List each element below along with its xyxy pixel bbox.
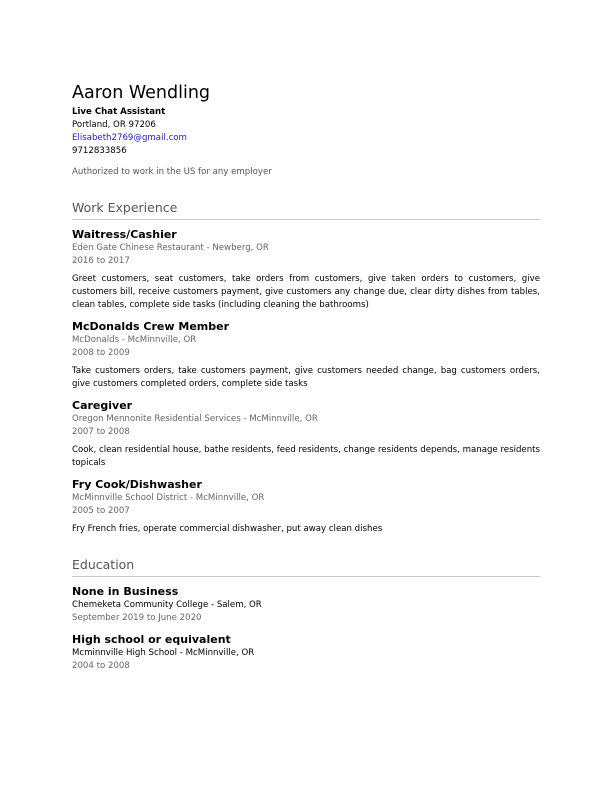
job-company: Oregon Mennonite Residential Services - McMinnville, OR: [72, 414, 318, 424]
job-dates: 2007 to 2008: [72, 427, 130, 437]
job-description: Fry French fries, operate commercial dishwasher, put away clean dishes: [72, 524, 383, 534]
job-title: Fry Cook/Dishwasher: [72, 478, 202, 491]
resume-content: [72, 82, 540, 673]
work-authorization: Authorized to work in the US for any employer: [72, 167, 272, 177]
job-dates: 2008 to 2009: [72, 348, 130, 358]
job-company: McMinnville School District - McMinnville, OR: [72, 493, 265, 503]
work-entry: [72, 320, 540, 391]
education-entry: [72, 585, 540, 625]
education-dates: September 2019 to June 2020: [72, 613, 202, 623]
job-title: Waitress/Cashier: [72, 228, 177, 241]
section-title: Work Experience: [72, 200, 540, 220]
phone: 9712833856: [72, 146, 127, 156]
section-title: Education: [72, 557, 540, 577]
work-entry: [72, 228, 540, 312]
education-section: [72, 557, 540, 673]
job-dates: 2005 to 2007: [72, 506, 130, 516]
work-entry: [72, 478, 540, 536]
location: Portland, OR 97206: [72, 120, 156, 130]
education-entry: [72, 633, 540, 673]
degree: None in Business: [72, 585, 179, 598]
candidate-name: Aaron Wendling: [72, 83, 211, 103]
headline: Live Chat Assistant: [72, 107, 166, 117]
job-company: McDonalds - McMinnville, OR: [72, 335, 197, 345]
email-link[interactable]: Elisabeth2769@gmail.com: [72, 133, 187, 143]
job-title: McDonalds Crew Member: [72, 320, 230, 333]
job-description: Greet customers, seat customers, take orders from customers, give taken orders to customers, give customers bill, receive customers payment, give customers any change due, clear dirty dishes from tables, clean tables, complete side tasks (including cleaning the bathrooms): [72, 274, 540, 310]
job-description: Cook, clean residential house, bathe residents, feed residents, change residents depends, manage residents topicals: [72, 445, 540, 468]
work-experience-section: [72, 200, 540, 536]
work-entry: [72, 399, 540, 470]
job-description: Take customers orders, take customers payment, give customers needed change, bag customers orders, give customers completed orders, complete side tasks: [72, 366, 540, 389]
education-dates: 2004 to 2008: [72, 661, 130, 671]
job-company: Eden Gate Chinese Restaurant - Newberg, OR: [72, 243, 269, 253]
degree: High school or equivalent: [72, 633, 231, 646]
job-title: Caregiver: [72, 399, 133, 412]
school: Mcminnville High School - McMinnville, OR: [72, 648, 255, 658]
job-dates: 2016 to 2017: [72, 256, 130, 266]
school: Chemeketa Community College - Salem, OR: [72, 600, 262, 610]
